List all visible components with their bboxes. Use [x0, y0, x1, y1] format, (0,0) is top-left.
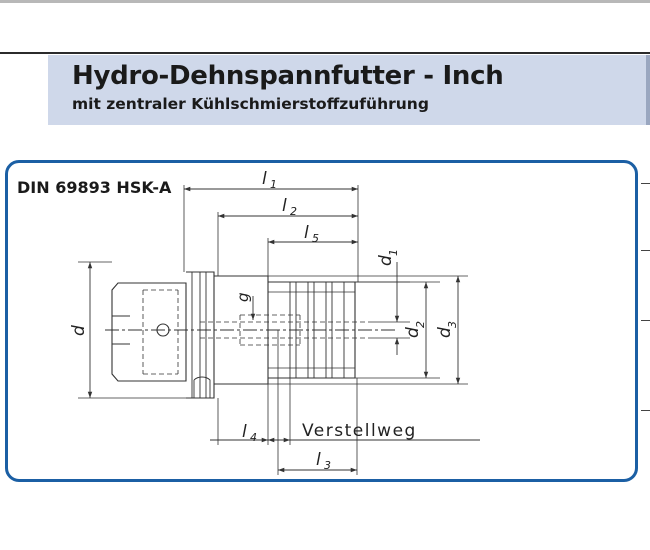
- dim-l5-sub: 5: [312, 232, 319, 245]
- adjust-label: Verstellweg: [302, 421, 417, 441]
- standard-label: DIN 69893 HSK-A: [17, 178, 172, 197]
- dim-l2-sub: 2: [290, 205, 297, 218]
- page-subtitle: mit zentraler Kühlschmierstoffzuführung: [72, 95, 429, 113]
- dim-l3: l: [316, 450, 321, 470]
- dim-d1: d: [376, 255, 396, 266]
- dim-l4: l: [242, 422, 247, 442]
- dim-l1-sub: 1: [270, 178, 277, 191]
- dim-d2: d: [403, 327, 423, 338]
- dim-d2-sub: 2: [414, 321, 427, 328]
- dim-l3-sub: 3: [324, 459, 331, 472]
- dimension-labels: [69, 169, 459, 472]
- dim-l1: l: [262, 169, 267, 189]
- dim-g: g: [234, 292, 252, 302]
- hsk-shank: [112, 283, 186, 381]
- dim-d1-sub: 1: [387, 249, 400, 256]
- dim-l4-sub: 4: [250, 431, 257, 444]
- page-title: Hydro-Dehnspannfutter - Inch: [72, 61, 504, 91]
- dim-l5: l: [304, 223, 309, 243]
- dim-d3: d: [435, 327, 455, 338]
- dim-d3-sub: 3: [446, 321, 459, 328]
- dim-d: d: [69, 325, 89, 336]
- dim-l2: l: [282, 196, 287, 216]
